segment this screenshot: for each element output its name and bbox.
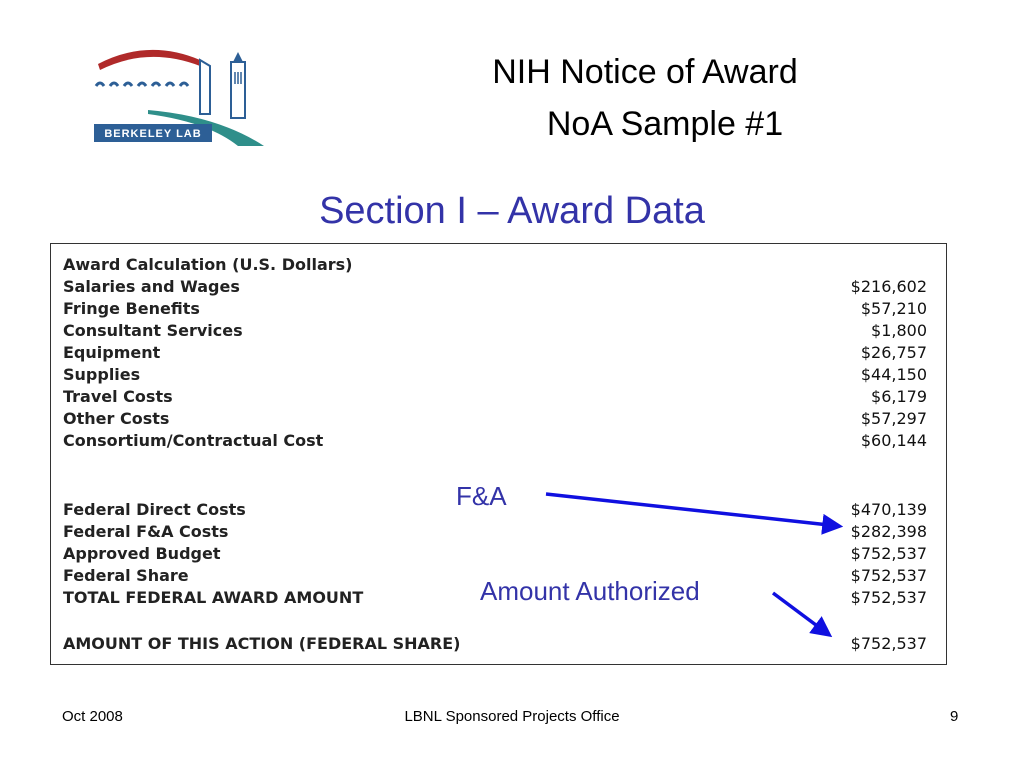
line-item-amount: $6,179 (871, 387, 927, 406)
svg-text:BERKELEY LAB: BERKELEY LAB (104, 128, 202, 140)
line-item-label: Consultant Services (63, 321, 243, 340)
line-item-label: Consortium/Contractual Cost (63, 431, 324, 450)
line-item-label: Travel Costs (63, 387, 173, 406)
line-item-label: Equipment (63, 343, 161, 362)
total-label: Federal Direct Costs (63, 500, 246, 519)
fa-annotation: F&A (456, 481, 507, 511)
line-item-consultant (63, 320, 927, 342)
total-amount: $752,537 (850, 588, 927, 607)
total-amount: $282,398 (850, 522, 927, 541)
line-item-other (63, 408, 927, 430)
total-approved-budget (63, 543, 927, 565)
total-fa-costs (63, 521, 927, 543)
line-item-amount: $57,297 (860, 409, 927, 428)
total-label: Federal Share (63, 566, 189, 585)
action-amount: $752,537 (850, 634, 927, 653)
amount-authorized-annotation: Amount Authorized (480, 576, 700, 606)
line-item-label: Other Costs (63, 409, 170, 428)
award-calculation-header: Award Calculation (U.S. Dollars) (63, 255, 353, 274)
line-item-consortium (63, 430, 927, 452)
line-item-label: Salaries and Wages (63, 277, 240, 296)
line-item-amount: $57,210 (860, 299, 927, 318)
total-amount: $752,537 (850, 544, 927, 563)
line-item-amount: $60,144 (860, 431, 927, 450)
total-label: Approved Budget (63, 544, 221, 563)
total-amount: $470,139 (850, 500, 927, 519)
line-item-amount: $1,800 (871, 321, 927, 340)
line-item-equipment (63, 342, 927, 364)
total-label: TOTAL FEDERAL AWARD AMOUNT (63, 588, 364, 607)
line-item-supplies (63, 364, 927, 386)
footer-date: Oct 2008 (62, 708, 123, 725)
slide-title-line2: NoA Sample #1 (546, 105, 784, 143)
slide-title-line1: NIH Notice of Award (492, 53, 798, 91)
page-number: 9 (950, 708, 959, 725)
total-label: Federal F&A Costs (63, 522, 229, 541)
line-item-label: Supplies (63, 365, 141, 384)
footer-office: LBNL Sponsored Projects Office (404, 708, 620, 725)
amount-this-action (63, 633, 927, 655)
total-amount: $752,537 (850, 566, 927, 585)
line-item-amount: $26,757 (860, 343, 927, 362)
line-item-label: Fringe Benefits (63, 299, 200, 318)
berkeley-lab-logo (88, 42, 266, 150)
section-heading: Section I – Award Data (319, 190, 705, 232)
line-item-fringe (63, 298, 927, 320)
line-item-amount: $216,602 (850, 277, 927, 296)
line-item-travel (63, 386, 927, 408)
action-label: AMOUNT OF THIS ACTION (FEDERAL SHARE) (63, 634, 461, 653)
line-item-amount: $44,150 (860, 365, 927, 384)
line-item-salaries (63, 276, 927, 298)
